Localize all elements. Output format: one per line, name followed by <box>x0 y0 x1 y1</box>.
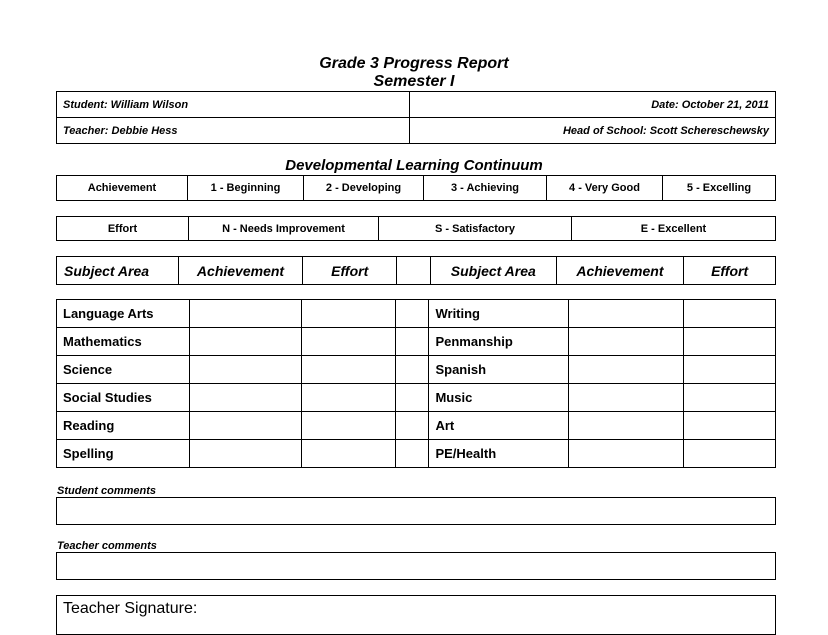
grade-cell[interactable] <box>569 440 684 468</box>
teacher-comments-label: Teacher comments <box>57 540 157 552</box>
subject-music: Music <box>429 384 569 412</box>
subject-reading: Reading <box>57 412 190 440</box>
spacer-cell <box>395 328 429 356</box>
achievement-scale-label: Achievement <box>57 176 188 200</box>
subject-science: Science <box>57 356 190 384</box>
grade-cell[interactable] <box>684 328 776 356</box>
grade-cell[interactable] <box>684 356 776 384</box>
grade-cell[interactable] <box>684 300 776 328</box>
spacer-cell <box>395 412 429 440</box>
grade-cell[interactable] <box>189 300 301 328</box>
subject-pe-health: PE/Health <box>429 440 569 468</box>
grade-cell[interactable] <box>301 356 395 384</box>
table-row <box>57 412 776 440</box>
grade-cell[interactable] <box>569 356 684 384</box>
table-row <box>57 384 776 412</box>
grade-cell[interactable] <box>301 384 395 412</box>
scale-developing: 2 - Developing <box>304 176 424 200</box>
grade-cell[interactable] <box>569 328 684 356</box>
grades-table <box>56 299 776 468</box>
spacer-cell <box>395 384 429 412</box>
subject-language-arts: Language Arts <box>57 300 190 328</box>
head-of-school: Head of School: Scott Schereschewsky <box>410 118 776 144</box>
grade-cell[interactable] <box>189 440 301 468</box>
grades-header <box>56 256 776 285</box>
grade-cell[interactable] <box>684 440 776 468</box>
spacer-cell <box>395 440 429 468</box>
header-effort: Effort <box>303 257 397 284</box>
subject-writing: Writing <box>429 300 569 328</box>
effort-needs-improvement: N - Needs Improvement <box>189 217 379 240</box>
subject-penmanship: Penmanship <box>429 328 569 356</box>
subject-mathematics: Mathematics <box>57 328 190 356</box>
effort-satisfactory: S - Satisfactory <box>379 217 572 240</box>
report-date: Date: October 21, 2011 <box>410 92 776 118</box>
scale-achieving: 3 - Achieving <box>424 176 547 200</box>
effort-scale <box>56 216 776 241</box>
teacher-comments-box[interactable] <box>56 552 776 580</box>
grade-cell[interactable] <box>189 328 301 356</box>
grade-cell[interactable] <box>301 300 395 328</box>
header-achievement: Achievement <box>179 257 304 284</box>
grade-cell[interactable] <box>301 412 395 440</box>
subject-social-studies: Social Studies <box>57 384 190 412</box>
grade-cell[interactable] <box>301 328 395 356</box>
student-comments-label: Student comments <box>57 485 157 497</box>
header-effort-2: Effort <box>711 262 749 279</box>
teacher-signature-box[interactable] <box>56 595 776 635</box>
grade-cell[interactable] <box>189 384 301 412</box>
student-comments-box[interactable] <box>56 497 776 525</box>
table-row <box>57 300 776 328</box>
grade-cell[interactable] <box>189 412 301 440</box>
header-spacer <box>397 257 431 284</box>
report-title: Grade 3 Progress Report <box>319 55 509 72</box>
spacer-cell <box>395 356 429 384</box>
table-row <box>57 328 776 356</box>
teacher-signature-label: Teacher Signature: <box>63 600 198 617</box>
grade-cell[interactable] <box>569 300 684 328</box>
table-row <box>57 356 776 384</box>
subject-spanish: Spanish <box>429 356 569 384</box>
effort-scale-label: Effort <box>57 217 189 240</box>
header-achievement-2: Achievement <box>557 257 685 284</box>
scale-beginning: 1 - Beginning <box>188 176 304 200</box>
teacher-name: Teacher: Debbie Hess <box>57 118 410 144</box>
grade-cell[interactable] <box>569 384 684 412</box>
spacer-cell <box>395 300 429 328</box>
info-table <box>56 91 776 144</box>
scale-excelling: 5 - Excelling <box>686 182 752 194</box>
grade-cell[interactable] <box>684 412 776 440</box>
header-subject-area: Subject Area <box>57 257 179 284</box>
continuum-title: Developmental Learning Continuum <box>285 157 543 174</box>
student-name: Student: William Wilson <box>57 92 410 118</box>
grade-cell[interactable] <box>684 384 776 412</box>
subject-art: Art <box>429 412 569 440</box>
achievement-scale <box>56 175 776 201</box>
grade-cell[interactable] <box>301 440 395 468</box>
scale-very-good: 4 - Very Good <box>547 176 663 200</box>
grade-cell[interactable] <box>189 356 301 384</box>
table-row <box>57 440 776 468</box>
effort-excellent: E - Excellent <box>640 222 707 235</box>
header-subject-area-2: Subject Area <box>431 257 557 284</box>
subject-spelling: Spelling <box>57 440 190 468</box>
report-subtitle: Semester I <box>373 73 455 90</box>
grade-cell[interactable] <box>569 412 684 440</box>
